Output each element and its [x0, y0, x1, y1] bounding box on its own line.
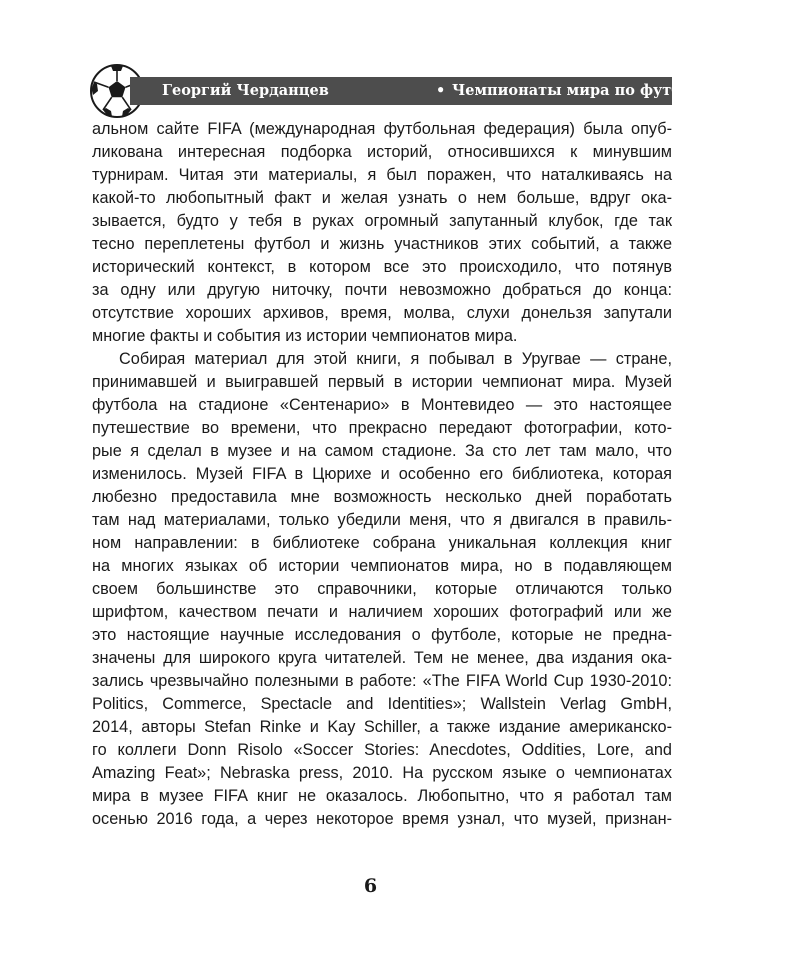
text-line: тесно переплетены футбол и жизнь участников этих событий, а также [92, 235, 672, 253]
body-text [92, 118, 672, 831]
text-line: шрифтом, качеством печати и наличием хороших фотографий или же [92, 603, 672, 621]
text-line: это настоящие научные исследования о футболе, которые не предна- [92, 626, 672, 644]
text-line: исторический контекст, в котором все это происходило, что потянув [92, 258, 672, 276]
text-line: ликована интересная подборка историй, относившихся к минувшим [92, 143, 672, 161]
text-line: изменилось. Музей FIFA в Цюрихе и особенно его библиотека, которая [92, 465, 672, 483]
running-header [130, 77, 803, 105]
text-line: отсутствие хороших архивов, время, молва, слухи донельзя запутали [92, 304, 672, 322]
text-line: Собирая материал для этой книги, я побывал в Уругвае — стране, [119, 350, 672, 368]
text-line: турнирам. Читая эти материалы, я был поражен, что наталкиваясь на [92, 166, 672, 184]
text-line: путешествие во времени, что прекрасно передают фотографии, кото- [92, 419, 672, 437]
text-line: зались чрезвычайно полезными в работе: «The FIFA World Cup 1930-2010: [92, 672, 672, 690]
text-line: многие факты и события из истории чемпионатов мира. [92, 327, 518, 345]
header-author: Георгий Черданцев [162, 82, 329, 99]
text-line: за одну или другую ниточку, почти невозможно добраться до конца: [92, 281, 672, 299]
page-number: 6 [363, 875, 378, 897]
paragraph-2 [92, 348, 672, 831]
header-separator: • [436, 82, 446, 99]
text-line: футбола на стадионе «Сентенарио» в Монтевидео — это настоящее [92, 396, 672, 414]
text-line: какой-то любопытный факт и желая узнать о нем больше, вдруг ока- [92, 189, 672, 207]
text-line: зывается, будто у тебя в руках огромный запутанный клубок, где так [92, 212, 672, 230]
text-line: го коллеги Donn Risolo «Soccer Stories: Anecdotes, Oddities, Lore, and [92, 741, 672, 759]
text-line: альном сайте FIFA (международная футбольная федерация) была опуб- [92, 120, 672, 138]
text-line: ном направлении: в библиотеке собрана уникальная коллекция книг [92, 534, 672, 552]
text-line: Amazing Feat»; Nebraska press, 2010. На русском языке о чемпионатах [92, 764, 672, 782]
text-line: осенью 2016 года, а через некоторое время узнал, что музей, признан- [92, 810, 672, 828]
text-line: значены для широкого круга читателей. Тем не менее, два издания ока- [92, 649, 672, 667]
text-line: рые я сделал в музее и на самом стадионе. За сто лет там мало, что [92, 442, 672, 460]
text-line: на многих языках об истории чемпионатов мира, но в подавляющем [92, 557, 672, 575]
text-line: там над материалами, только убедили меня, что я двигался в правиль- [92, 511, 672, 529]
header-book-title: Чемпионаты мира по футболу 1930–2022 [452, 82, 803, 99]
text-line: своем большинстве это справочники, которые отличаются только [92, 580, 672, 598]
text-line: мира в музее FIFA книг не оказалось. Любопытно, что я работал там [92, 787, 672, 805]
text-line: любезно предоставила мне возможность несколько дней поработать [92, 488, 672, 506]
text-line: 2014, авторы Stefan Rinke и Kay Schiller, а также издание американско- [92, 718, 672, 736]
text-line: Politics, Commerce, Spectacle and Identities»; Wallstein Verlag GmbH, [92, 695, 672, 713]
text-line: принимавшей и выигравшей первый в истории чемпионат мира. Музей [92, 373, 672, 391]
paragraph-1 [92, 118, 672, 348]
